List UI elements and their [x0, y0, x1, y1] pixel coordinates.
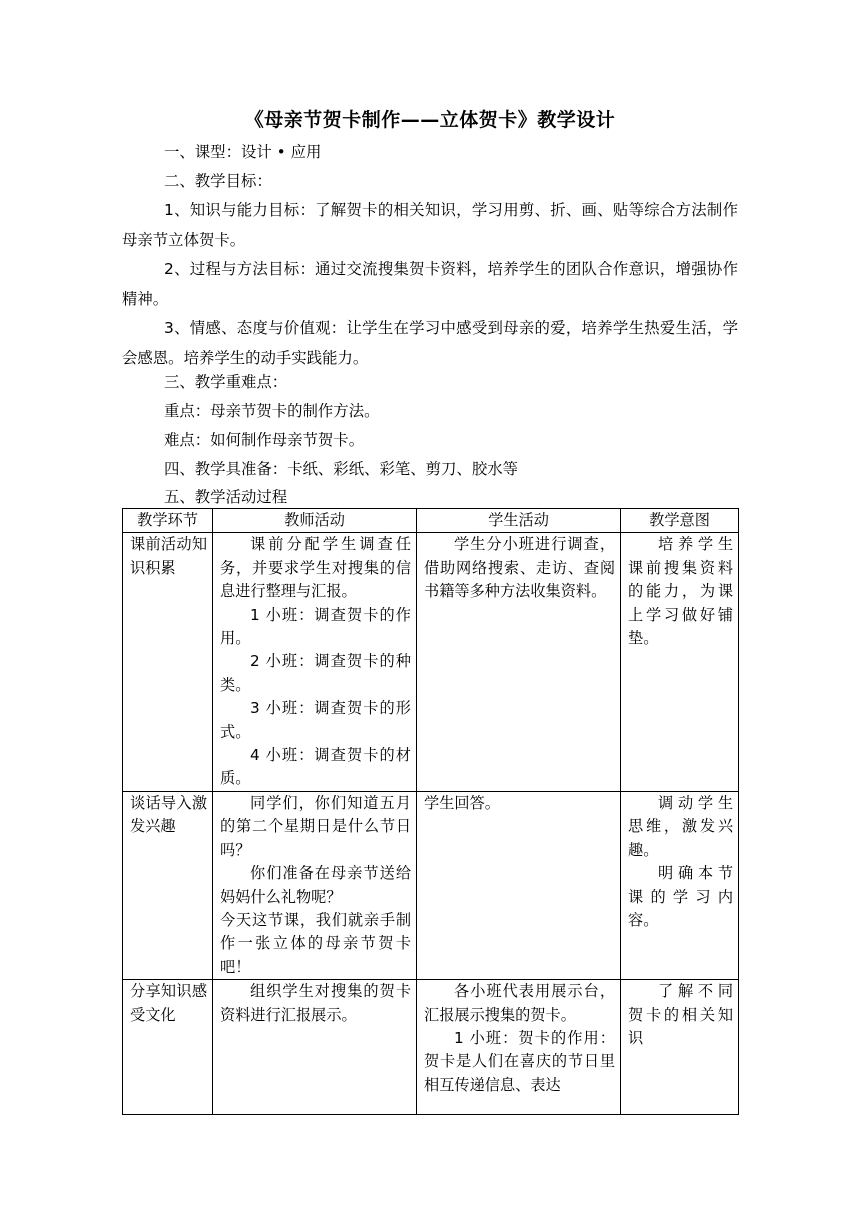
- table-row: [123, 533, 739, 791]
- student-paragraph: 1 小班：贺卡的作用：贺卡是人们在喜庆的节日里相互传递信息、表达: [424, 1028, 615, 1094]
- stage-text: 课前活动知识积累: [130, 535, 207, 577]
- student-cell: [417, 791, 621, 979]
- header-stage: 教学环节: [123, 509, 213, 533]
- header-teaching-intent: 教学意图: [621, 509, 739, 533]
- table-header-row: [123, 509, 739, 533]
- teacher-cell: [213, 980, 417, 1115]
- intent-cell: [621, 980, 739, 1115]
- teacher-paragraph: 1 小班：调查贺卡的作用。: [220, 605, 411, 648]
- objective-2: 2、过程与方法目标：通过交流搜集贺卡资料，培养学生的团队合作意识，增强协作精神。: [122, 260, 738, 308]
- materials-line: 四、教学具准备：卡纸、彩纸、彩笔、剪刀、胶水等: [164, 460, 518, 478]
- teacher-paragraph: 4 小班：调查贺卡的材质。: [220, 746, 411, 788]
- stage-cell: [123, 533, 213, 791]
- teacher-paragraph: 同学们，你们知道五月的第二个星期日是什么节日吗？: [220, 793, 411, 859]
- teacher-paragraph: 课前分配学生调查任务，并要求学生对搜集的信息进行整理与汇报。: [220, 535, 411, 601]
- table-row: [123, 980, 739, 1115]
- student-cell: [417, 980, 621, 1115]
- stage-cell: [123, 791, 213, 979]
- document-title: 《母亲节贺卡制作——立体贺卡》教学设计: [244, 109, 616, 131]
- header-teacher-activity: 教师活动: [213, 509, 417, 533]
- intent-paragraph: 了解不同贺卡的相关知识: [628, 982, 733, 1047]
- student-paragraph: 学生回答。: [424, 793, 500, 812]
- header-student-activity: 学生活动: [417, 509, 621, 533]
- objectives-heading: 二、教学目标：: [164, 172, 272, 190]
- teacher-paragraph: 组织学生对搜集的贺卡资料进行汇报展示。: [220, 982, 411, 1024]
- stage-text: 分享知识感受文化: [130, 982, 207, 1024]
- objective-3: 3、情感、态度与价值观：让学生在学习中感受到母亲的爱，培养学生热爱生活，学会感恩。培养学生的动手实践能力。: [122, 319, 738, 367]
- key-points-heading: 三、教学重难点：: [164, 373, 288, 391]
- student-paragraph: 各小班代表用展示台，汇报展示搜集的贺卡。: [424, 982, 615, 1024]
- student-paragraph: 学生分小班进行调查，借助网络搜索、走访、查阅书籍等多种方法收集资料。: [424, 535, 615, 601]
- intent-cell: [621, 791, 739, 979]
- objective-1: 1、知识与能力目标：了解贺卡的相关知识，学习用剪、折、画、贴等综合方法制作母亲节立体贺卡。: [122, 201, 738, 249]
- teacher-paragraph: 2 小班：调查贺卡的种类。: [220, 652, 411, 694]
- key-point: 重点：母亲节贺卡的制作方法。: [164, 402, 380, 420]
- teacher-cell: [213, 791, 417, 979]
- teacher-paragraph: 今天这节课，我们就亲手制作一张立体的母亲节贺卡吧！: [220, 910, 411, 976]
- teacher-cell: [213, 533, 417, 791]
- stage-text: 谈话导入激发兴趣: [130, 793, 207, 836]
- table-row: [123, 791, 739, 979]
- stage-cell: [123, 980, 213, 1115]
- process-heading: 五、教学活动过程: [164, 488, 288, 506]
- intent-paragraph: 培养学生课前搜集资料的能力，为课上学习做好铺垫。: [628, 535, 733, 648]
- student-cell: [417, 533, 621, 791]
- lesson-type: 一、课型：设计 • 应用: [164, 143, 322, 161]
- difficulty-point: 难点：如何制作母亲节贺卡。: [164, 431, 365, 449]
- intent-cell: [621, 533, 739, 791]
- intent-paragraph: 调动学生思维，激发兴趣。: [628, 793, 733, 859]
- activity-table: [122, 508, 739, 1115]
- teacher-paragraph: 3 小班：调查贺卡的形式。: [220, 699, 411, 741]
- intent-paragraph: 明确本节课的学习内容。: [628, 864, 733, 929]
- teacher-paragraph: 你们准备在母亲节送给妈妈什么礼物呢？: [220, 864, 411, 906]
